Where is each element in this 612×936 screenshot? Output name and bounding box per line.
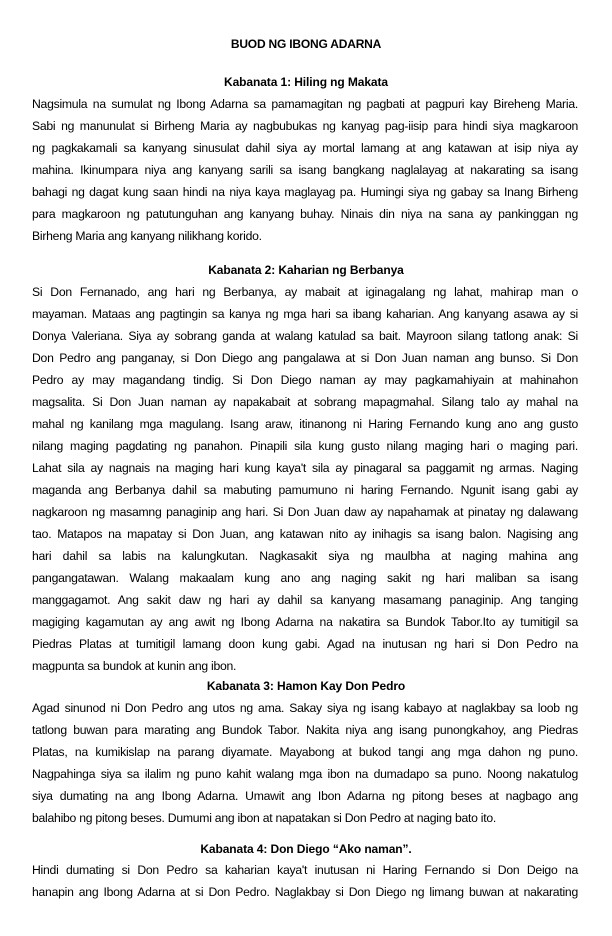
text-line: magpunta sa bundok at kunin ang ibon. bbox=[32, 659, 237, 673]
chapter-1-heading: Kabanata 1: Hiling ng Makata bbox=[224, 75, 388, 89]
text-line: Platas, na kumikislap na parang diyamate. Mayabong at bukod tangi ang mga dahon ng puno. bbox=[32, 745, 578, 759]
text-line: mahal ng kanilang mga magulang. Isang araw, itinanong ni Haring Fernando kung ano ang gusto bbox=[32, 417, 578, 431]
text-line: hanapin ang Ibong Adarna at si Don Pedro. Naglakbay si Don Diego ng limang buwan at nakarating bbox=[32, 885, 578, 899]
text-line: Sabi ng manunulat si Birheng Maria ay nagbubukas ng kanyag pag-iisip para hindi siya magkaroon bbox=[32, 119, 578, 133]
chapter-3-heading: Kabanata 3: Hamon Kay Don Pedro bbox=[206, 679, 406, 693]
text-line: mahina. Ikinumpara niya ang kanyang sarili sa isang bangkang naglalayag at nakarating sa isang bbox=[32, 163, 578, 177]
text-line: pangangatawan. Walang makaalam kung ano ang naging sakit ng hari maliban sa isang bbox=[32, 571, 578, 585]
text-line: tatlong buwan para marating ang Bundok Tabor. Nakita niya ang isang punongkahoy, ang Piedras bbox=[32, 723, 578, 737]
text-line: Donya Valeriana. Siya ay sobrang ganda at walang katulad sa bait. Mayroon silang tatlong anak: Si bbox=[32, 329, 578, 343]
text-line: Pedro ay may magandang tindig. Si Don Diego naman ay may pagkamahiyain at mahinahon bbox=[32, 373, 578, 387]
text-line: ng pagkakamali sa kanyang sinusulat dahil siya ay mortal lamang at ang katawan at isip niya ay bbox=[32, 141, 578, 155]
text-line: Nagpahinga siya sa ilalim ng puno kahit walang mga ibon na dumadapo sa puno. Noong nakatulog bbox=[32, 767, 578, 781]
chapter-2-body bbox=[32, 281, 578, 677]
text-line: magsalita. Si Don Juan naman ay napakabait at sobrang mapagmahal. Silang talo ay mahal na bbox=[32, 395, 578, 409]
text-line: Lahat sila ay nagnais na maging hari kung kaya't sila ay pinagaral sa paggamit ng armas. Naging bbox=[32, 461, 578, 475]
text-line: balahibo ng pitong beses. Dumumi ang ibon at napatakan si Don Pedro at naging bato ito. bbox=[32, 811, 497, 825]
text-line: siya dumating na ang Ibong Adarna. Umawit ang Ibon Adarna ng pitong beses at nagbago ang bbox=[32, 789, 578, 803]
text-line: Agad sinunod ni Don Pedro ang utos ng ama. Sakay siya ng isang kabayo at naglakbay sa loob ng bbox=[32, 701, 578, 715]
text-line: tao. Matapos na mapatay si Don Juan, ang katawan nito ay inihagis sa isang balon. Nagising ang bbox=[32, 527, 578, 541]
chapter-1-body bbox=[32, 93, 578, 247]
text-line: bahagi ng dagat kung saan hindi na niya kaya maglayag pa. Humingi siya ng gabay sa Inang Birheng bbox=[32, 185, 578, 199]
text-line: mayaman. Mataas ang pagtingin sa kanya ng mga hari sa ibang kaharian. Ang kanyang asawa ay si bbox=[32, 307, 578, 321]
text-line: Birheng Maria ang kanyang nilikhang korido. bbox=[32, 229, 262, 243]
text-line: hari dahil sa labis na kalungkutan. Nagkasakit siya ng maulbha at naging mahina ang bbox=[32, 549, 578, 563]
text-line: maganda ang Berbanya dahil sa mabuting pamumuno ni haring Fernando. Ngunit isang gabi ay bbox=[32, 483, 578, 497]
chapter-2-heading: Kabanata 2: Kaharian ng Berbanya bbox=[208, 263, 404, 277]
text-line: Piedras Platas at tumitigil lamang doon kung gabi. Agad na inutusan ng hari si Don Pedro na bbox=[32, 637, 578, 651]
chapter-4-body bbox=[32, 859, 578, 903]
text-line: Si Don Fernanado, ang hari ng Berbanya, ay mabait at iginagalang ng lahat, mahirap man o bbox=[32, 285, 578, 299]
text-line: manggagamot. Ang sakit daw ng hari ay dahil sa kanyang masamang panaginip. Ang tanging bbox=[32, 593, 578, 607]
text-line: nagkaroon ng masamng panaginip ang hari. Si Don Juan daw ay napahamak at pinatay ng dalawang bbox=[32, 505, 578, 519]
document-title: BUOD NG IBONG ADARNA bbox=[230, 37, 382, 51]
chapter-3-body bbox=[32, 697, 578, 829]
text-line: Nagsimula na sumulat ng Ibong Adarna sa pamamagitan ng pagbati at pagpuri kay Bireheng Maria. bbox=[32, 97, 578, 111]
text-line: magiging kagamutan ay ang awit ng Ibong Adarna na nakatira sa Bundok Tabor.Ito ay tumitigil sa bbox=[32, 615, 578, 629]
text-line: para magkaroon ng patutunguhan ang kanyang buhay. Ninais din niya na sana ay pankinggan ng bbox=[32, 207, 578, 221]
text-line: Hindi dumating si Don Pedro sa kaharian kaya't inutusan ni Haring Fernando si Don Deigo na bbox=[32, 863, 578, 877]
text-line: nilang maging pagdating ng panahon. Pinapili sila kung gusto nilang maging hari o maging pari. bbox=[32, 439, 578, 453]
chapter-4-heading: Kabanata 4: Don Diego “Ako naman”. bbox=[200, 842, 412, 856]
text-line: Don Pedro ang panganay, si Don Diego ang pangalawa at si Don Juan naman ang bunso. Si Don bbox=[32, 351, 578, 365]
